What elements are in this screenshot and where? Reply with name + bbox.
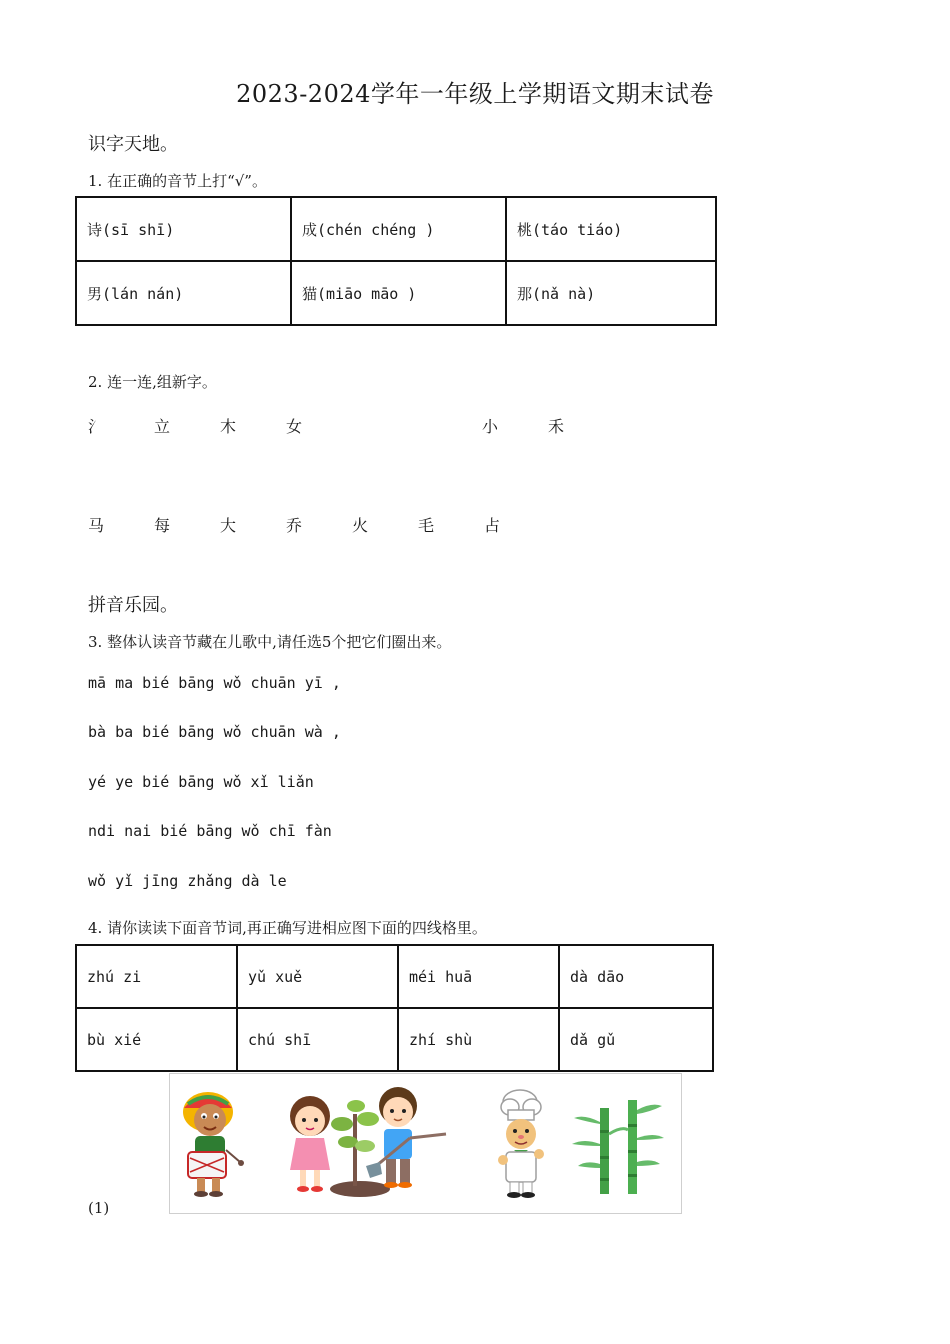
question-1-prompt: 1. 在正确的音节上打“√”。 (88, 172, 267, 190)
sub-question-label: (1) (88, 1199, 110, 1217)
q4-cell[interactable]: chú shī (237, 1008, 398, 1071)
rhyme-line[interactable]: yé ye bié bāng wǒ xǐ liǎn (88, 773, 314, 791)
q2-component[interactable]: 火 (352, 516, 369, 535)
q4-cell[interactable]: bù xié (76, 1008, 237, 1071)
q2-radical[interactable]: 小 (482, 417, 499, 436)
question-4-prompt: 4. 请你读读下面音节词,再正确写进相应图下面的四线格里。 (88, 919, 487, 937)
children-planting-tree-illustration (290, 1087, 446, 1197)
section-heading-literacy: 识字天地。 (88, 134, 178, 155)
q2-radical[interactable]: 禾 (548, 417, 565, 436)
q4-cell[interactable]: zhú zi (76, 945, 237, 1008)
q2-component[interactable]: 占 (484, 516, 501, 535)
bamboo-illustration (572, 1100, 664, 1194)
q1-cell[interactable]: 桃(táo tiáo) (506, 197, 716, 261)
q1-cell[interactable]: 那(nǎ nà) (506, 261, 716, 325)
section-heading-pinyin: 拼音乐园。 (88, 595, 178, 616)
q2-component[interactable]: 每 (154, 516, 171, 535)
q4-cell[interactable]: dà dāo (559, 945, 713, 1008)
rhyme-line[interactable]: ndi nai bié bāng wǒ chī fàn (88, 822, 332, 840)
q2-radical[interactable]: 立 (154, 417, 171, 436)
rhyme-line[interactable]: wǒ yǐ jīng zhǎng dà le (88, 872, 287, 890)
q1-pinyin-table (75, 196, 717, 326)
q1-cell[interactable]: 猫(miāo māo ) (291, 261, 506, 325)
q2-component[interactable]: 毛 (418, 516, 435, 535)
q4-word-table (75, 944, 714, 1072)
q1-cell[interactable]: 成(chén chéng ) (291, 197, 506, 261)
q2-radical[interactable]: 女 (286, 417, 303, 436)
q2-component[interactable]: 乔 (286, 516, 303, 535)
rhyme-line[interactable]: bà ba bié bāng wǒ chuān wà , (88, 723, 341, 741)
illustration-strip (169, 1073, 682, 1214)
question-2-prompt: 2. 连一连,组新字。 (88, 373, 217, 391)
q2-radical[interactable]: 木 (220, 417, 237, 436)
question-3-prompt: 3. 整体认读音节藏在儿歌中,请任选5个把它们圈出来。 (88, 633, 452, 651)
q1-cell[interactable]: 男(lán nán) (76, 261, 291, 325)
q2-component[interactable]: 大 (220, 516, 237, 535)
page-title: 2023-2024学年一年级上学期语文期末试卷 (236, 80, 714, 108)
q2-top-row (88, 414, 614, 437)
q4-cell[interactable]: dǎ gǔ (559, 1008, 713, 1071)
q4-cell[interactable]: zhí shù (398, 1008, 559, 1071)
q4-cell[interactable]: yǔ xuě (237, 945, 398, 1008)
q4-cell[interactable]: méi huā (398, 945, 559, 1008)
q2-bottom-row (88, 513, 550, 536)
drummer-boy-illustration (183, 1092, 244, 1197)
chef-illustration (498, 1090, 544, 1198)
rhyme-line[interactable]: mā ma bié bāng wǒ chuān yī , (88, 674, 341, 692)
q2-radical[interactable]: 氵 (88, 417, 105, 436)
q2-component[interactable]: 马 (88, 516, 105, 535)
q1-cell[interactable]: 诗(sī shī) (76, 197, 291, 261)
